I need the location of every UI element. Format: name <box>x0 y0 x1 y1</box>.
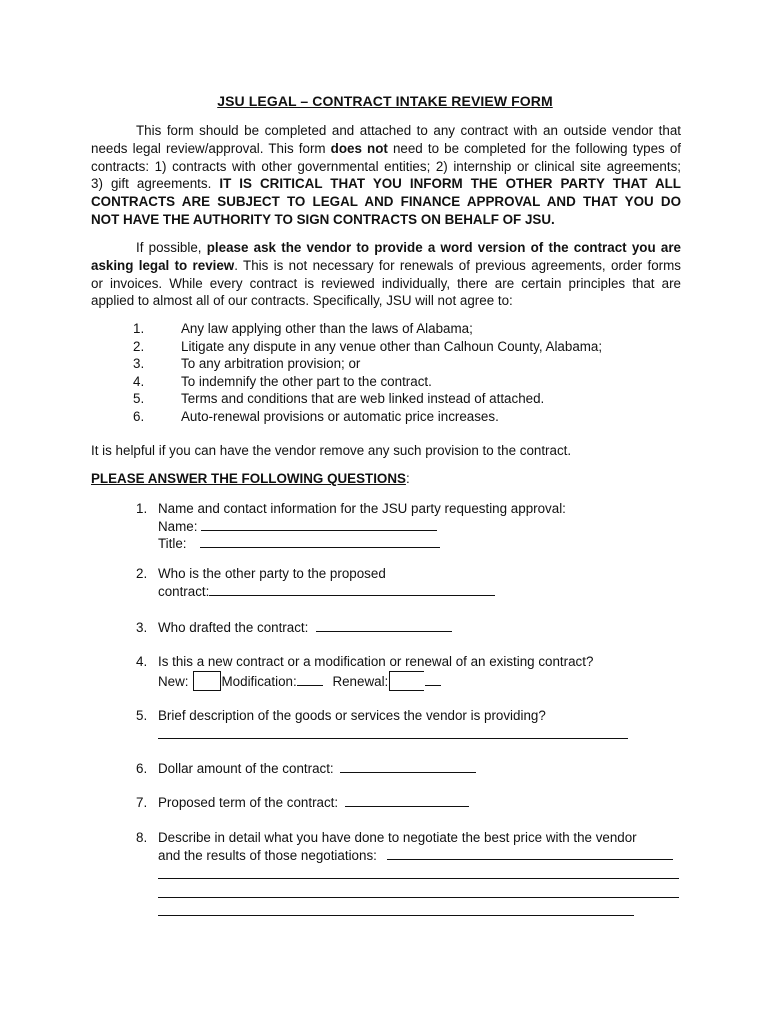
negotiation-field-3[interactable] <box>158 897 679 898</box>
question-2: 2. Who is the other party to the proposed contract: <box>136 565 495 600</box>
intro-line-1: This form should be completed and attached to any contract with an outside vendor that <box>136 123 681 138</box>
possible-line-4: applied to almost all of our contracts. Specifically, JSU will not agree to: <box>91 293 513 309</box>
questions-heading: PLEASE ANSWER THE FOLLOWING QUESTIONS: <box>91 471 410 486</box>
intro-critical-1: IT IS CRITICAL THAT YOU INFORM THE OTHER PARTY THAT ALL <box>219 176 681 192</box>
title-field[interactable] <box>200 535 440 548</box>
possible-asking-legal: asking legal to review <box>91 257 235 273</box>
modification-checkbox[interactable] <box>297 673 323 686</box>
possible-line-2b: . This is not necessary for renewals of previous agreements, order forms <box>234 257 681 273</box>
intro-line-2a: needs legal review/approval. This form <box>91 140 331 156</box>
intro-line-2c: need to be completed for the following types of <box>387 140 682 156</box>
dollar-amount-field[interactable] <box>340 760 476 773</box>
principle-item: 5. Terms and conditions that are web linked instead of attached. <box>133 391 545 407</box>
form-title: JSU LEGAL – CONTRACT INTAKE REVIEW FORM <box>217 93 553 109</box>
negotiation-field-1[interactable] <box>387 847 673 860</box>
new-checkbox[interactable] <box>193 671 221 691</box>
intro-line-4a: 3) gift agreements. <box>91 176 220 192</box>
negotiation-field-4[interactable] <box>158 915 634 916</box>
question-4: 4. Is this a new contract or a modification or renewal of an existing contract? New: Modification: Renewal: <box>136 654 594 689</box>
intro-critical-2: CONTRACTS ARE SUBJECT TO LEGAL AND FINANCE APPROVAL AND THAT YOU DO <box>91 194 681 210</box>
helpful-note: It is helpful if you can have the vendor remove any such provision to the contract. <box>91 443 572 458</box>
other-party-field[interactable] <box>209 583 495 596</box>
principle-item: 1. Any law applying other than the laws of Alabama; <box>133 321 473 336</box>
principle-item: 6. Auto-renewal provisions or automatic price increases. <box>133 408 499 424</box>
intro-line-3: contracts: 1) contracts with other governmental entities; 2) internship or clinical site agreements; <box>91 158 681 174</box>
principle-item: 3. To any arbitration provision; or <box>133 356 361 372</box>
principles-list <box>133 320 602 426</box>
question-6: 6. Dollar amount of the contract: <box>136 760 476 778</box>
question-7: 7. Proposed term of the contract: <box>136 794 469 812</box>
possible-line-3: or invoices. While every contract is reviewed individually, there are certain principles that are <box>91 275 681 291</box>
negotiation-field-2[interactable] <box>158 878 679 879</box>
description-field[interactable] <box>158 738 628 739</box>
intro-critical-3: NOT HAVE THE AUTHORITY TO SIGN CONTRACTS ON BEHALF OF JSU. <box>91 211 555 227</box>
possible-word-version: please ask the vendor to provide a word version of the contract you are <box>206 240 681 255</box>
possible-paragraph <box>91 239 681 310</box>
question-3: 3. Who drafted the contract: <box>136 619 452 637</box>
possible-line-1a: If possible, <box>136 240 207 255</box>
drafted-by-field[interactable] <box>316 619 452 632</box>
term-field[interactable] <box>345 794 469 807</box>
question-1: 1. Name and contact information for the JSU party requesting approval: Name: Title: <box>136 501 566 551</box>
renewal-checkbox[interactable] <box>389 671 424 691</box>
intro-paragraph <box>91 122 681 229</box>
name-field[interactable] <box>201 518 437 531</box>
principle-item: 2. Litigate any dispute in any venue other than Calhoun County, Alabama; <box>133 338 603 354</box>
question-5: 5. Brief description of the goods or services the vendor is providing? <box>136 708 546 723</box>
intro-does-not: does not <box>330 140 388 156</box>
question-8: 8. Describe in detail what you have done to negotiate the best price with the vendor and the results of those negotiations: <box>136 829 673 864</box>
principle-item: 4. To indemnify the other part to the contract. <box>133 373 432 389</box>
